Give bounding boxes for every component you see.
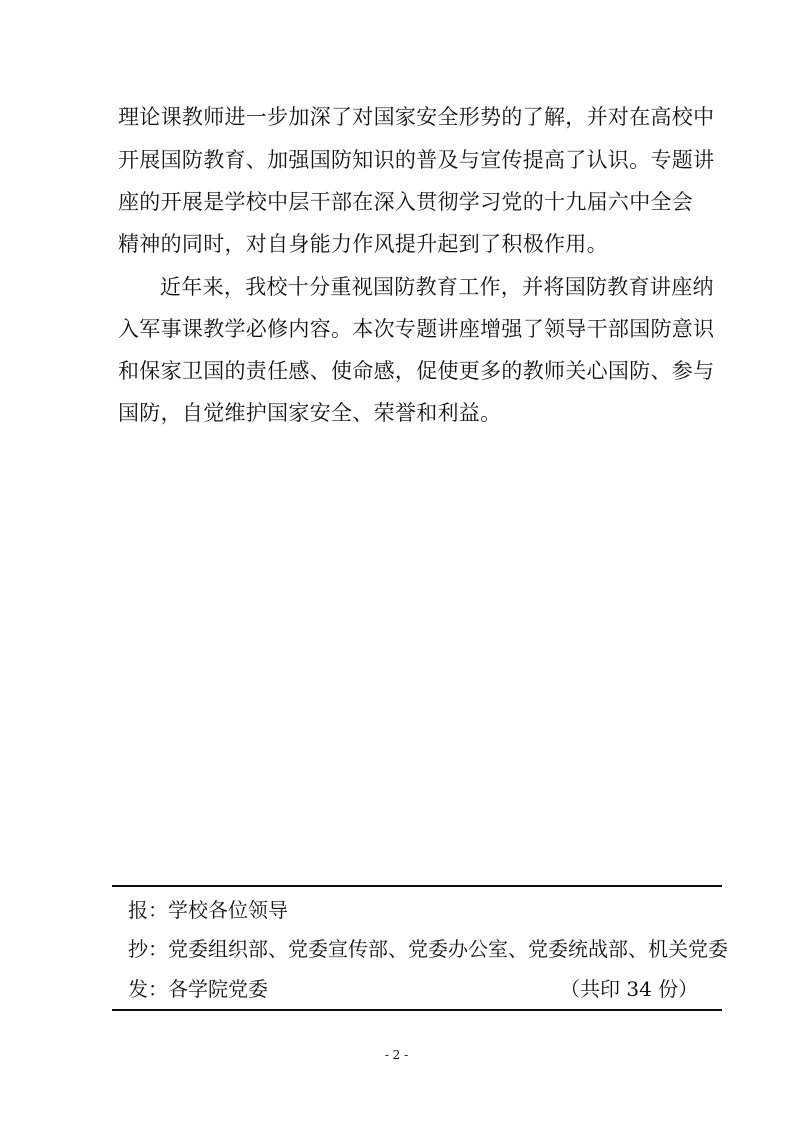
body-line: 精神的同时，对自身能力作风提升起到了积极作用。: [118, 232, 608, 256]
body-line: 开展国防教育、加强国防知识的普及与宣传提高了认识。专题讲: [118, 148, 715, 172]
page-number: - 2 -: [384, 1048, 409, 1062]
body-line: 理论课教师进一步加深了对国家安全形势的了解，并对在高校中: [118, 105, 715, 129]
copy-to-line: 抄：党委组织部、党委宣传部、党委办公室、党委统战部、机关党委: [128, 937, 728, 961]
body-line-paragraph-start: 近年来，我校十分重视国防教育工作，并将国防教育讲座纳: [160, 275, 714, 299]
body-line: 入军事课教学必修内容。本次专题讲座增强了领导干部国防意识: [118, 317, 715, 341]
report-to-line: 报：学校各位领导: [128, 898, 288, 922]
distribution-bottom-rule: [112, 1009, 722, 1011]
body-line: 和保家卫国的责任感、使命感，促使更多的教师关心国防、参与: [118, 359, 715, 383]
body-line: 座的开展是学校中层干部在深入贯彻学习党的十九届六中全会: [118, 190, 694, 214]
distribution-top-rule: [112, 885, 722, 887]
send-to-line: 发：各学院党委: [128, 977, 268, 1001]
print-copies: （共印 34 份）: [560, 977, 699, 1001]
body-line: 国防，自觉维护国家安全、荣誉和利益。: [118, 401, 502, 425]
